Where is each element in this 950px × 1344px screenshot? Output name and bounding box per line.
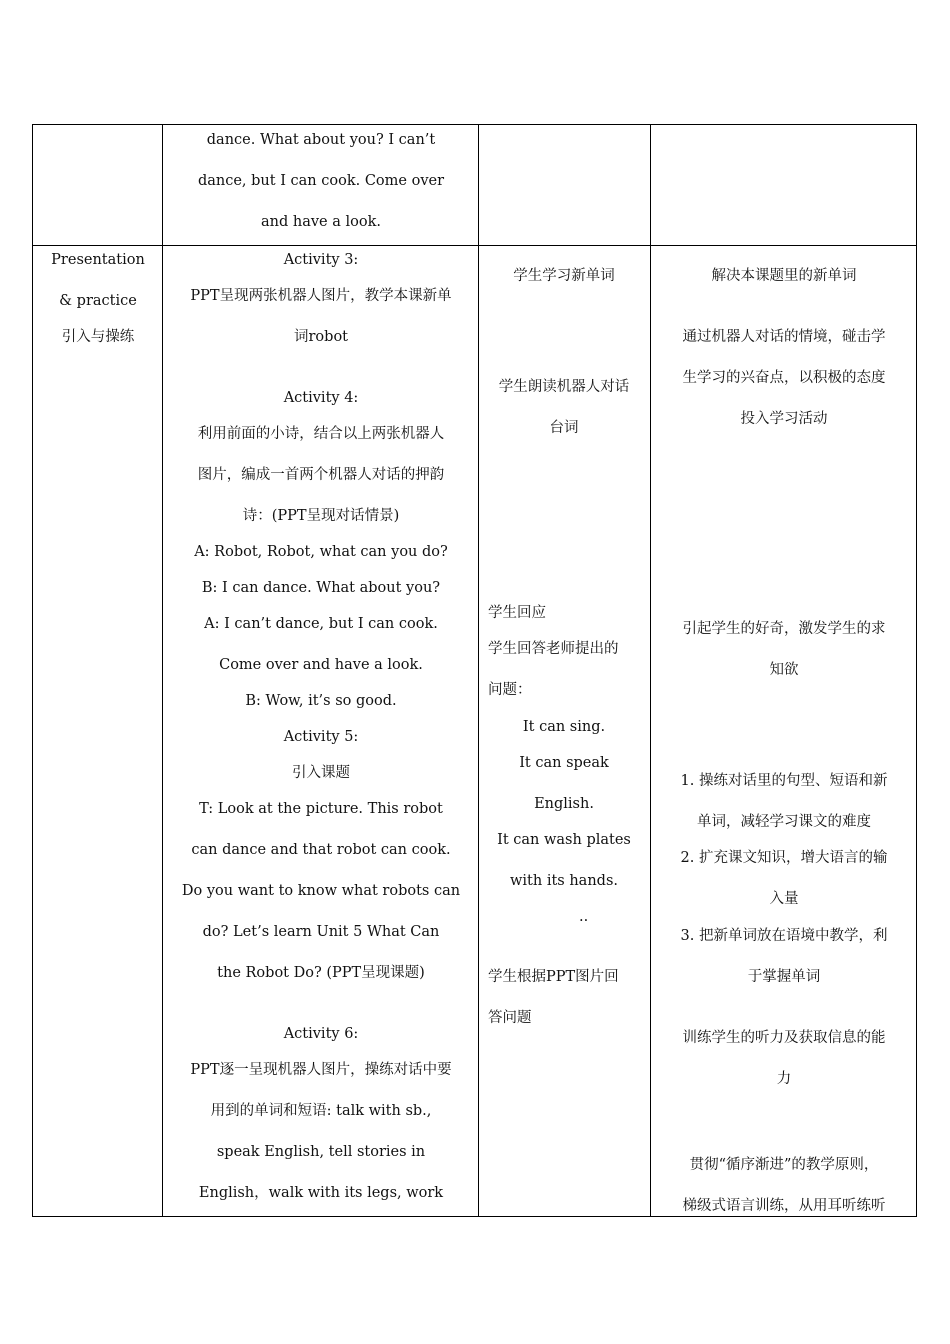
lesson-plan-table — [32, 124, 917, 1217]
row-divider — [33, 245, 916, 246]
teacher-activity-line: T: Look at the picture. This robot — [199, 801, 443, 817]
activity-heading: Activity 3: — [283, 252, 359, 268]
design-intent-line: 1. 操练对话里的句型、短语和新 — [680, 773, 888, 789]
row1-col2-line: dance, but I can cook. Come over — [197, 173, 445, 189]
design-intent-line: 入量 — [769, 891, 799, 907]
teacher-activity-line: speak English, tell stories in — [216, 1144, 426, 1160]
stage-label: 引入与操练 — [61, 329, 135, 345]
teacher-activity-line: PPT逐一呈现机器人图片，操练对话中要 — [190, 1062, 452, 1078]
student-answer-line: It can sing. — [522, 719, 606, 735]
design-intent-line: 生学习的兴奋点，以积极的态度 — [682, 370, 886, 386]
student-activity-line: 台词 — [549, 420, 579, 436]
teacher-activity-line: 诗：(PPT呈现对话情景) — [242, 508, 400, 524]
teacher-activity-line: 利用前面的小诗，结合以上两张机器人 — [197, 426, 445, 442]
dialogue-line: A: I can’t dance, but I can cook. — [204, 616, 438, 632]
teacher-activity-line: 词robot — [294, 329, 348, 345]
row1-col2-line: dance. What about you? I can’t — [206, 132, 436, 148]
teacher-activity-line: 图片，编成一首两个机器人对话的押韵 — [197, 467, 445, 483]
design-intent-line: 梯级式语言训练，从用耳听练听 — [682, 1198, 886, 1214]
student-activity-line: 问题： — [488, 682, 532, 698]
student-activity-line: 答问题 — [488, 1010, 532, 1026]
teacher-activity-line: PPT呈现两张机器人图片，教学本课新单 — [190, 288, 452, 304]
student-answer-line: It can wash plates — [497, 832, 631, 848]
stage-label: & practice — [59, 293, 137, 309]
dialogue-line: B: I can dance. What about you? — [201, 580, 441, 596]
design-intent-line: 2. 扩充课文知识，增大语言的输 — [680, 850, 888, 866]
student-answer-line: It can speak — [519, 755, 609, 771]
design-intent-line: 单词，减轻学习课文的难度 — [697, 814, 871, 830]
teacher-activity-line: English，walk with its legs, work — [198, 1185, 444, 1201]
activity-heading: Activity 5: — [283, 729, 359, 745]
design-intent-line: 通过机器人对话的情境，碰击学 — [682, 329, 886, 345]
design-intent-line: 投入学习活动 — [740, 411, 828, 427]
design-intent-line: 知欲 — [769, 662, 799, 678]
student-activity-line: 学生学习新单词 — [513, 268, 615, 284]
dialogue-line: Come over and have a look. — [219, 657, 423, 673]
activity-heading: Activity 4: — [283, 390, 359, 406]
student-activity-line: 学生根据PPT图片回 — [488, 969, 619, 985]
student-answer-line: .. — [579, 909, 589, 925]
design-intent-line: 力 — [776, 1071, 792, 1087]
design-intent-line: 引起学生的好奇，激发学生的求 — [682, 621, 886, 637]
teacher-activity-line: 引入课题 — [292, 765, 350, 781]
teacher-activity-line: the Robot Do? (PPT呈现课题) — [217, 965, 425, 981]
dialogue-line: B: Wow, it’s so good. — [245, 693, 397, 709]
teacher-activity-line: 用到的单词和短语: talk with sb., — [210, 1103, 432, 1119]
column-divider — [162, 125, 163, 1216]
student-answer-line: with its hands. — [510, 873, 618, 889]
stage-label: Presentation — [51, 252, 145, 268]
design-intent-line: 于掌握单词 — [747, 969, 821, 985]
column-divider — [650, 125, 651, 1216]
design-intent-line: 贯彻“循序渐进”的教学原则， — [689, 1157, 879, 1173]
student-activity-line: 学生朗读机器人对话 — [498, 379, 630, 395]
teacher-activity-line: can dance and that robot can cook. — [191, 842, 451, 858]
teacher-activity-line: do? Let’s learn Unit 5 What Can — [202, 924, 440, 940]
student-activity-line: 学生回答老师提出的 — [488, 641, 619, 657]
design-intent-line: 训练学生的听力及获取信息的能 — [682, 1030, 886, 1046]
row1-col2-line: and have a look. — [261, 214, 381, 230]
design-intent-line: 解决本课题里的新单词 — [711, 268, 857, 284]
column-divider — [478, 125, 479, 1216]
student-activity-line: 学生回应 — [488, 605, 546, 621]
design-intent-line: 3. 把新单词放在语境中教学，利 — [680, 928, 888, 944]
student-answer-line: English. — [534, 796, 594, 812]
dialogue-line: A: Robot, Robot, what can you do? — [194, 544, 448, 560]
activity-heading: Activity 6: — [283, 1026, 359, 1042]
teacher-activity-line: Do you want to know what robots can — [181, 883, 461, 899]
